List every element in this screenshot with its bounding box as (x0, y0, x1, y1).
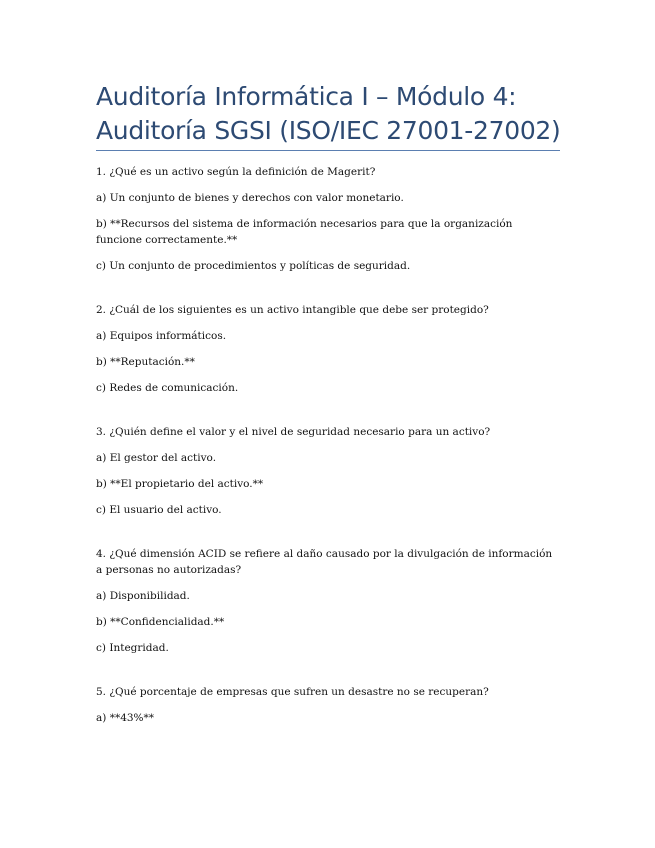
question-text: 4. ¿Qué dimensión ACID se refiere al daño causado por la divulgación de información a personas no autorizadas? (96, 548, 553, 576)
title-divider (96, 150, 560, 151)
question-text: 2. ¿Cuál de los siguientes es un activo intangible que debe ser protegido? (96, 304, 489, 316)
document-title (96, 80, 560, 148)
answer-option: c) Un conjunto de procedimientos y políticas de seguridad. (96, 260, 411, 272)
title-line-1: Auditoría Informática I – Módulo 4: (96, 82, 517, 111)
question-block-4 (96, 546, 560, 656)
question-text: 1. ¿Qué es un activo según la definición de Magerit? (96, 166, 376, 178)
answer-option: a) El gestor del activo. (96, 452, 217, 464)
answer-option: b) **Recursos del sistema de información necesarios para que la organización funcione correctamente.** (96, 218, 513, 246)
answer-option: a) Un conjunto de bienes y derechos con valor monetario. (96, 192, 404, 204)
question-block-3 (96, 424, 560, 518)
answer-option: b) **Reputación.** (96, 356, 195, 368)
title-line-2: Auditoría SGSI (ISO/IEC 27001-27002) (96, 116, 561, 145)
question-block-5 (96, 684, 560, 726)
question-block-1 (96, 164, 560, 274)
question-text: 3. ¿Quién define el valor y el nivel de seguridad necesario para un activo? (96, 426, 491, 438)
answer-option: b) **Confidencialidad.** (96, 616, 225, 628)
document-body (96, 164, 560, 754)
question-block-2 (96, 302, 560, 396)
answer-option: a) Equipos informáticos. (96, 330, 227, 342)
answer-option: c) Redes de comunicación. (96, 382, 239, 394)
question-text: 5. ¿Qué porcentaje de empresas que sufren un desastre no se recuperan? (96, 686, 489, 698)
answer-option: c) Integridad. (96, 642, 169, 654)
answer-option: a) Disponibilidad. (96, 590, 190, 602)
answer-option: c) El usuario del activo. (96, 504, 222, 516)
answer-option: a) **43%** (96, 712, 155, 724)
answer-option: b) **El propietario del activo.** (96, 478, 264, 490)
